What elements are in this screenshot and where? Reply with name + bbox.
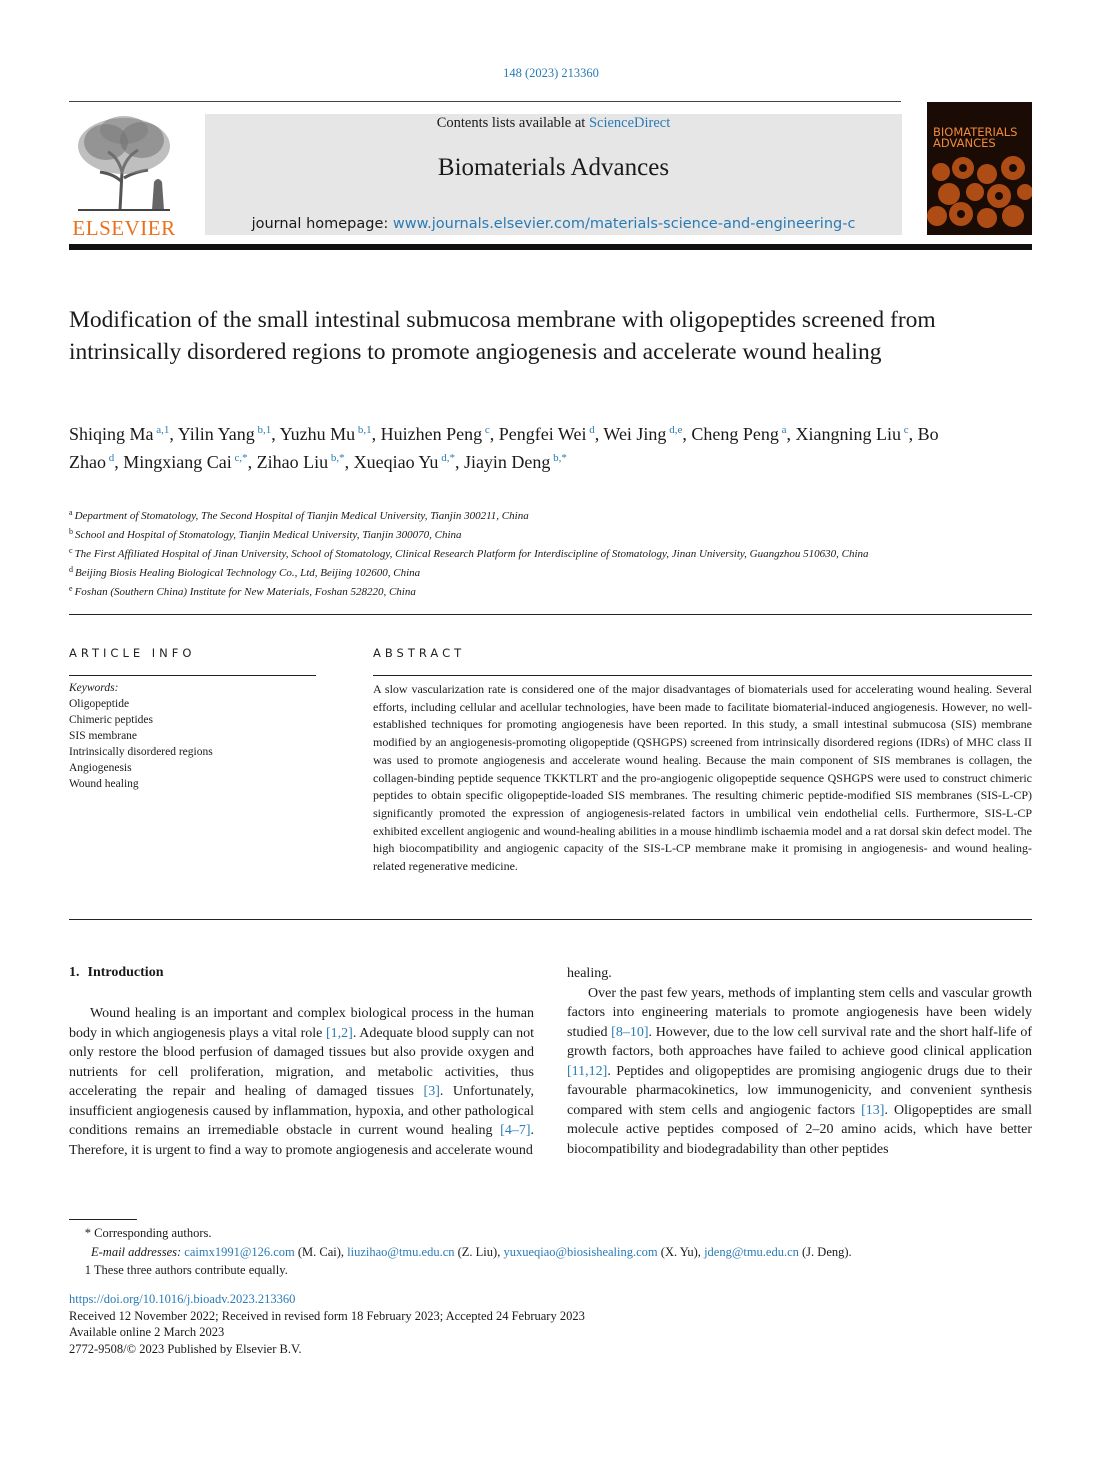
journal-cover-thumbnail[interactable] — [927, 102, 1032, 235]
copyright-line: 2772-9508/© 2023 Published by Elsevier B.V. — [69, 1341, 302, 1356]
author-name[interactable]: Mingxiang Cai — [123, 452, 232, 472]
footnote-star: * — [84, 1226, 91, 1240]
intro-left-column — [69, 1004, 534, 1160]
footnote-equal-text: These three authors contribute equally. — [93, 1263, 288, 1277]
body-text: Wound healing is an important and complex biological process in the human body in which angiogenesis plays a vital role — [69, 1006, 534, 1041]
keyword-item[interactable]: Intrinsically disordered regions — [69, 746, 213, 758]
sciencedirect-link[interactable]: ScienceDirect — [588, 115, 671, 131]
affiliation-key: d — [69, 565, 73, 574]
doi-link[interactable]: https://doi.org/10.1016/j.bioadv.2023.213360 — [69, 1292, 296, 1306]
abstract-heading: ABSTRACT — [373, 646, 466, 660]
elsevier-tree-icon — [68, 112, 180, 212]
affiliation-key: a — [69, 508, 73, 517]
abstract-rule — [373, 675, 1032, 676]
contents-prefix: Contents lists available at — [436, 115, 589, 131]
email-link[interactable]: caimx1991@126.com — [184, 1244, 295, 1259]
email-label: E-mail addresses: — [91, 1244, 182, 1259]
cover-pattern-icon — [927, 102, 1032, 235]
cover-title-line1: BIOMATERIALS — [933, 125, 1018, 139]
affiliation-item — [69, 562, 969, 581]
email-link[interactable]: yuxueqiao@biosishealing.com — [503, 1244, 658, 1259]
affiliation-text: School and Hospital of Stomatology, Tianjin Medical University, Tianjin 300070, China — [75, 529, 462, 541]
email-link[interactable]: liuzihao@tmu.edu.cn — [347, 1244, 455, 1259]
received-dates: Received 12 November 2022; Received in revised form 18 February 2023; Accepted 24 February 2023 — [69, 1308, 585, 1323]
author-name[interactable]: Wei Jing — [603, 424, 667, 444]
affiliation-text: The First Affiliated Hospital of Jinan University, School of Stomatology, Clinical Research Platform for Interdiscipline of Stomatology, Jinan University, Guangzhou 510630, China — [74, 548, 869, 560]
keyword-item[interactable]: SIS membrane — [69, 730, 138, 742]
keyword-item[interactable]: Wound healing — [69, 778, 139, 790]
reference-link[interactable]: [4–7] — [500, 1123, 531, 1138]
author-name[interactable]: Zihao Liu — [256, 452, 329, 472]
journal-masthead — [205, 114, 902, 235]
abstract-bottom-rule — [69, 919, 1032, 920]
keywords-block — [69, 680, 319, 792]
section-number: 1. — [69, 965, 80, 980]
author-name[interactable]: Yilin Yang — [177, 424, 255, 444]
journal-citation[interactable]: 148 (2023) 213360 — [503, 66, 599, 80]
reference-link[interactable]: [13] — [861, 1102, 885, 1118]
reference-link[interactable]: [11,12] — [567, 1063, 608, 1079]
author-affiliation-marker[interactable]: a — [778, 424, 787, 436]
header-rule — [69, 101, 901, 102]
email-owner: (M. Cai), — [294, 1244, 348, 1259]
footnote-equal — [69, 1261, 1032, 1280]
header-thick-rule — [69, 244, 1032, 250]
author-affiliation-marker[interactable]: c,* — [231, 452, 248, 464]
elsevier-wordmark: ELSEVIER — [72, 216, 176, 240]
reference-link[interactable]: [3] — [423, 1084, 440, 1099]
author-name[interactable]: Huizhen Peng — [380, 424, 483, 444]
body-text: . Oligopeptides are small molecule active peptides composed of 2–20 amino acids, which have better biocompatibility and biodegradability than other peptides — [567, 1102, 1033, 1157]
affiliation-item — [69, 543, 969, 562]
author-list: Shiqing Ma $^{a,1}$, Yilin Yang $^{b,1}$, Yuzhu Mu $^{b,1}$, Huizhen Peng $^c$, Pengfei Wei $^d$, Wei Jing $^{d,e}$, Cheng Peng $^a$, Xiangning Liu $^c$, Bo Zhao $^d$, Mingxiang Cai $^{c,*}$, Zihao Liu $^{b,*}$, Xueqiao Yu $^{d,*}$, Jiayin Deng $^{b,*}$ — [69, 424, 939, 472]
author-name[interactable]: Yuzhu Mu — [279, 424, 356, 444]
keywords-label: Keywords: — [69, 682, 119, 694]
article-info-heading: ARTICLE INFO — [69, 646, 196, 660]
footnotes — [69, 1224, 1032, 1280]
journal-homepage-line — [205, 216, 902, 232]
available-online: Available online 2 March 2023 — [69, 1325, 225, 1339]
elsevier-logo[interactable] — [68, 112, 180, 240]
publication-info — [69, 1291, 1032, 1357]
author-name[interactable]: Shiqing Ma — [69, 424, 154, 444]
affiliation-item — [69, 505, 969, 524]
reference-link[interactable]: [1,2] — [326, 1025, 353, 1041]
body-text: . However, due to the low cell survival rate and the short half-life of growth factors, both approaches have failed to achieve good clinical application — [567, 1024, 1032, 1059]
author-name[interactable]: Bo Zhao — [69, 424, 939, 472]
affiliation-key: e — [69, 584, 73, 593]
author-name[interactable]: Xiangning Liu — [795, 424, 901, 444]
affiliation-key: b — [69, 527, 73, 536]
author-affiliation-marker[interactable]: d — [105, 452, 115, 464]
homepage-prefix: journal homepage: — [251, 216, 393, 232]
affiliation-key: c — [69, 546, 73, 555]
author-affiliation-marker[interactable]: c — [482, 424, 490, 436]
author-name[interactable]: Jiayin Deng — [463, 452, 551, 472]
affiliation-text: Department of Stomatology, The Second Hospital of Tianjin Medical University, Tianjin 300211, China — [74, 510, 529, 522]
section-title: Introduction — [87, 965, 164, 980]
body-text: . Peptides and oligopeptides are promising angiogenic drugs due to their favourable pharmacokinetics, low immunogenicity, and convenient synthesis compared with stem cells and angiogenic factors — [567, 1063, 1032, 1118]
body-text: Over the past few years, methods of implanting stem cells and vascular growth factors into engineering materials to promote angiogenesis have been widely studied — [567, 985, 1032, 1040]
affiliation-text: Beijing Biosis Healing Biological Technology Co., Ltd, Beijing 102600, China — [75, 567, 421, 579]
author-name[interactable]: Pengfei Wei — [498, 424, 587, 444]
section-rule — [69, 614, 1032, 615]
affiliation-item — [69, 581, 969, 600]
author-name[interactable]: Cheng Peng — [691, 424, 779, 444]
email-link[interactable]: jdeng@tmu.edu.cn — [704, 1244, 799, 1259]
author-affiliation-marker[interactable]: b,1 — [254, 424, 272, 436]
keyword-item[interactable]: Oligopeptide — [69, 698, 130, 710]
author-affiliation-marker[interactable]: b,* — [328, 452, 345, 464]
author-affiliation-marker[interactable]: d,e — [666, 424, 683, 436]
footnote-corr-text: Corresponding authors. — [94, 1226, 212, 1240]
email-owner: (J. Deng). — [798, 1244, 852, 1259]
body-text: . Therefore, it is urgent to find a way to promote angiogenesis and accelerate wound — [69, 1123, 534, 1158]
author-affiliation-marker[interactable]: a,1 — [153, 424, 170, 436]
footnote-rule — [69, 1219, 137, 1220]
contents-line — [205, 114, 902, 132]
reference-link[interactable]: [8–10] — [611, 1024, 649, 1040]
cover-title-line2: ADVANCES — [933, 136, 996, 150]
keyword-item[interactable]: Chimeric peptides — [69, 714, 153, 726]
email-owner: (Z. Liu), — [454, 1244, 504, 1259]
abstract-text: A slow vascularization rate is considered one of the major disadvantages of biomaterials used for accelerating wound healing. Several efforts, including cellular and acellular technologies, have been made to facilitate biomaterial-induced angiogenesis. However, no well-established techniques for promoting angiogenesis have been reported. In this study, a small intestinal submucosa (SIS) membrane modified by an angiogenesis-promoting oligopeptide (QSHGPS) screened from intrinsically disordered regions (IDRs) of MHC class II was used to promote angiogenesis and accelerate wound healing. Because the main component of SIS membranes is collagen, the collagen-binding peptide sequence TKKTLRT and the pro-angiogenic oligopeptide sequence QSHGPS were used to construct chimeric peptides to obtain specific oligopeptide-loaded SIS membranes. The resulting chimeric peptide-modified SIS membranes (SIS-L-CP) significantly promoted the expression of angiogenesis-related factors in umbilical vein endothelial cells. Furthermore, SIS-L-CP exhibited excellent angiogenic and wound-healing abilities in a mouse hindlimb ischaemia model and a rat dorsal skin defect model. The high biocompatibility and angiogenic capacity of the SIS-L-CP membrane make it promising in angiogenesis- and wound healing-related regenerative medicine. — [373, 682, 1032, 874]
author-name[interactable]: Xueqiao Yu — [353, 452, 439, 472]
author-affiliation-marker[interactable]: d,* — [438, 452, 455, 464]
footnote-one: 1 — [84, 1263, 91, 1277]
author-affiliation-marker[interactable]: b,* — [550, 452, 567, 464]
section-heading-introduction — [69, 965, 163, 981]
author-affiliation-marker[interactable]: b,1 — [355, 424, 372, 436]
email-owner: (X. Yu), — [657, 1244, 705, 1259]
intro-paragraph-continued: healing. — [567, 966, 612, 981]
article-title: Modification of the small intestinal submucosa membrane with oligopeptides screened from intrinsically disordered regions to promote angiogenesis and accelerate wound healing — [69, 307, 936, 365]
article-info-rule — [69, 675, 316, 676]
journal-homepage-link[interactable]: www.journals.elsevier.com/materials-science-and-engineering-c — [392, 216, 856, 232]
keyword-item[interactable]: Angiogenesis — [69, 762, 132, 774]
body-text: . Adequate blood supply can not only restore the blood perfusion of damaged tissues but also provide oxygen and nutrients for cell proliferation, migration, and metabolic activities, thus accelerating the repair and healing of damaged tissues — [69, 1025, 534, 1099]
affiliation-text: Foshan (Southern China) Institute for New Materials, Foshan 528220, China — [74, 586, 416, 598]
intro-paragraph-2 — [567, 984, 1032, 1160]
intro-right-column — [567, 964, 1032, 1159]
affiliation-list — [69, 505, 969, 600]
body-text: . Unfortunately, insufficient angiogenesis caused by inflammation, hypoxia, and other pathological conditions remains an irremediable obstacle in current wound healing — [69, 1084, 535, 1138]
footnote-emails — [69, 1243, 1032, 1262]
footnote-corresponding — [69, 1224, 1032, 1243]
journal-name[interactable]: Biomaterials Advances — [437, 154, 670, 181]
keywords-list — [69, 696, 319, 792]
affiliation-item — [69, 524, 969, 543]
author-affiliation-marker[interactable]: d — [586, 424, 595, 436]
author-affiliation-marker[interactable]: c — [900, 424, 909, 436]
